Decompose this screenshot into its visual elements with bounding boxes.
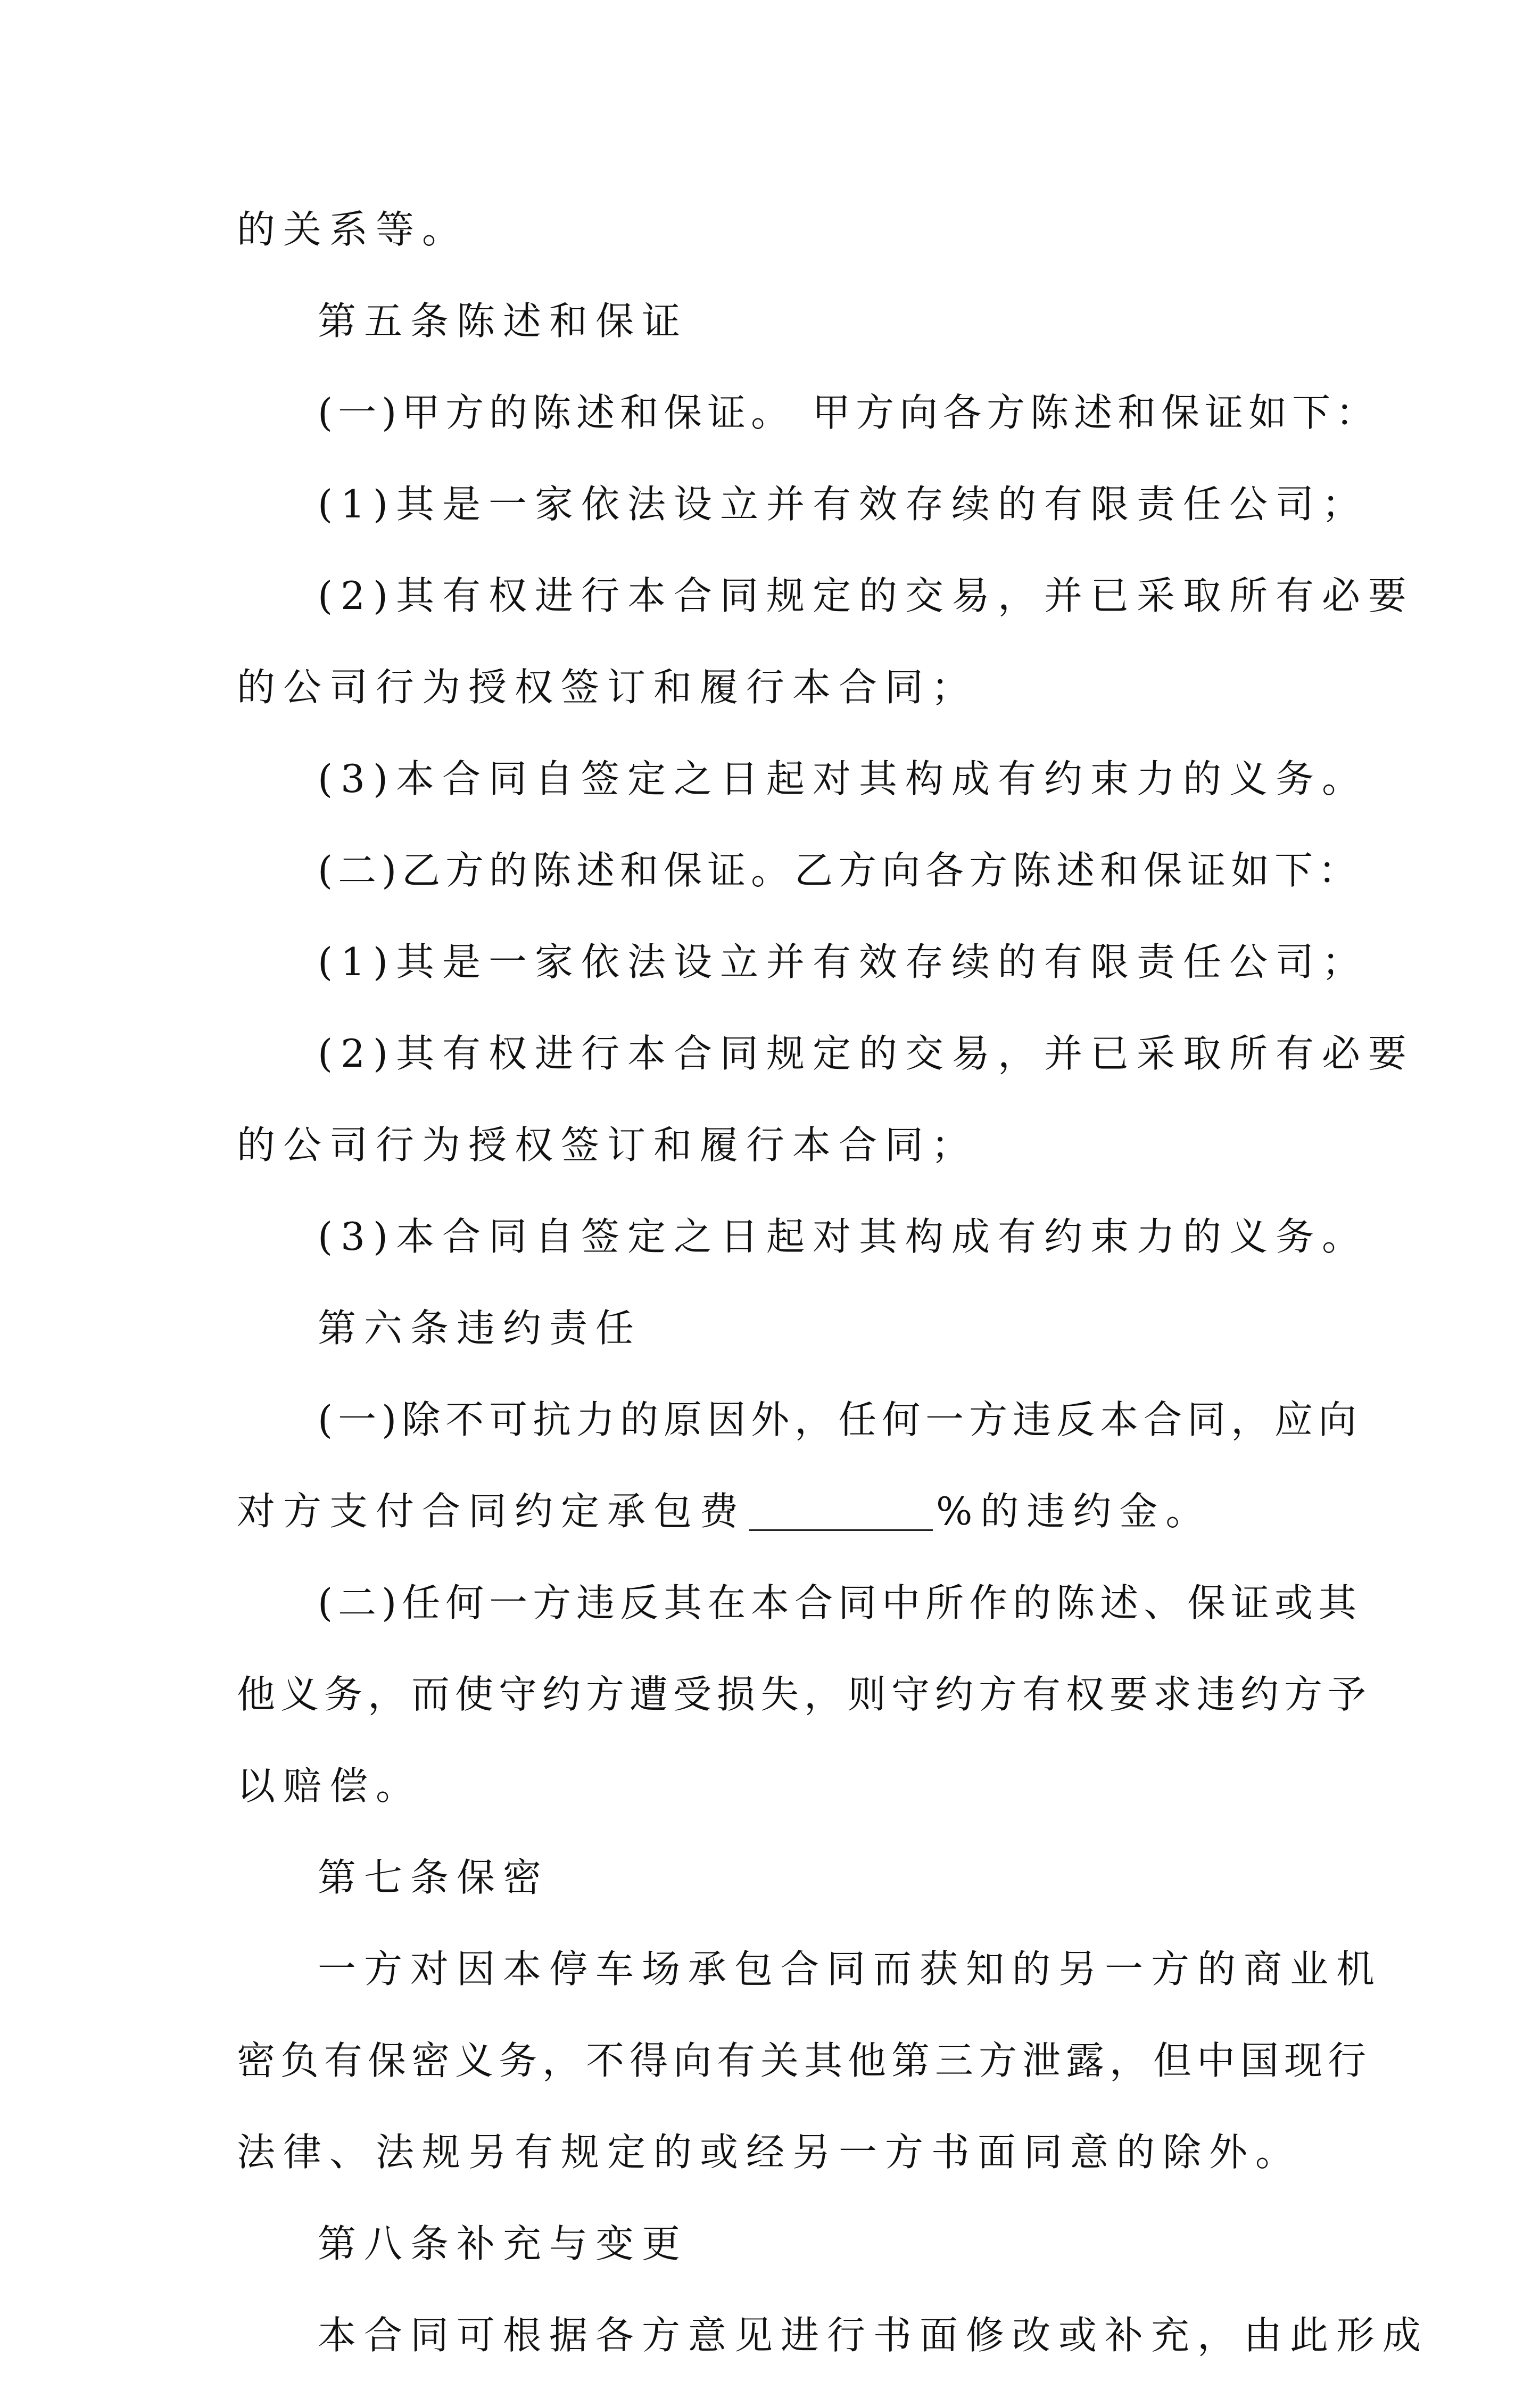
paragraph-line: 以赔偿。 bbox=[237, 1764, 423, 1808]
article-eight-heading: 第八条补充与变更 bbox=[318, 2221, 689, 2266]
paragraph-line: 密负有保密义务，不得向有关其他第三方泄露，但中国现行 bbox=[237, 2038, 1372, 2083]
paragraph-line: (1)其是一家依法设立并有效存续的有限责任公司； bbox=[318, 482, 1368, 526]
paragraph-line: 的关系等。 bbox=[237, 207, 469, 252]
paragraph-line: (1)其是一家依法设立并有效存续的有限责任公司； bbox=[318, 940, 1368, 984]
paragraph-line: 的公司行为授权签订和履行本合同； bbox=[237, 665, 978, 710]
paragraph-line: (2)其有权进行本合同规定的交易，并已采取所有必要 bbox=[318, 1031, 1414, 1076]
fill-in-blank bbox=[749, 1528, 933, 1531]
penalty-text-after-blank: %的违约金。 bbox=[936, 1489, 1212, 1534]
paragraph-line: (一)甲方的陈述和保证。 甲方向各方陈述和保证如下： bbox=[318, 390, 1380, 435]
article-five-heading: 第五条陈述和保证 bbox=[318, 299, 689, 343]
article-six-heading: 第六条违约责任 bbox=[318, 1306, 642, 1350]
paragraph-line: 他义务，而使守约方遭受损失，则守约方有权要求违约方予 bbox=[237, 1672, 1372, 1717]
document-body bbox=[237, 184, 1429, 2381]
paragraph-line: 法律、法规另有规定的或经另一方书面同意的除外。 bbox=[237, 2130, 1302, 2174]
paragraph-line: (3)本合同自签定之日起对其构成有约束力的义务。 bbox=[318, 1214, 1368, 1259]
paragraph-line: (3)本合同自签定之日起对其构成有约束力的义务。 bbox=[318, 756, 1368, 801]
paragraph-line: 一方对因本停车场承包合同而获知的另一方的商业机 bbox=[318, 1947, 1383, 1991]
paragraph-line: (2)其有权进行本合同规定的交易，并已采取所有必要 bbox=[318, 573, 1414, 618]
paragraph-line: 本合同可根据各方意见进行书面修改或补充，由此形成 bbox=[318, 2313, 1429, 2358]
article-seven-heading: 第七条保密 bbox=[318, 1855, 550, 1900]
paragraph-line: (二)乙方的陈述和保证。乙方向各方陈述和保证如下： bbox=[318, 848, 1362, 893]
paragraph-line: 的公司行为授权签订和履行本合同； bbox=[237, 1123, 978, 1167]
penalty-text-before-blank: 对方支付合同约定承包费 bbox=[237, 1489, 747, 1534]
paragraph-line-with-blank bbox=[237, 1465, 1317, 1557]
paragraph-line: (一)除不可抗力的原因外，任何一方违反本合同，应向 bbox=[318, 1397, 1362, 1442]
paragraph-line: (二)任何一方违反其在本合同中所作的陈述、保证或其 bbox=[318, 1580, 1362, 1625]
